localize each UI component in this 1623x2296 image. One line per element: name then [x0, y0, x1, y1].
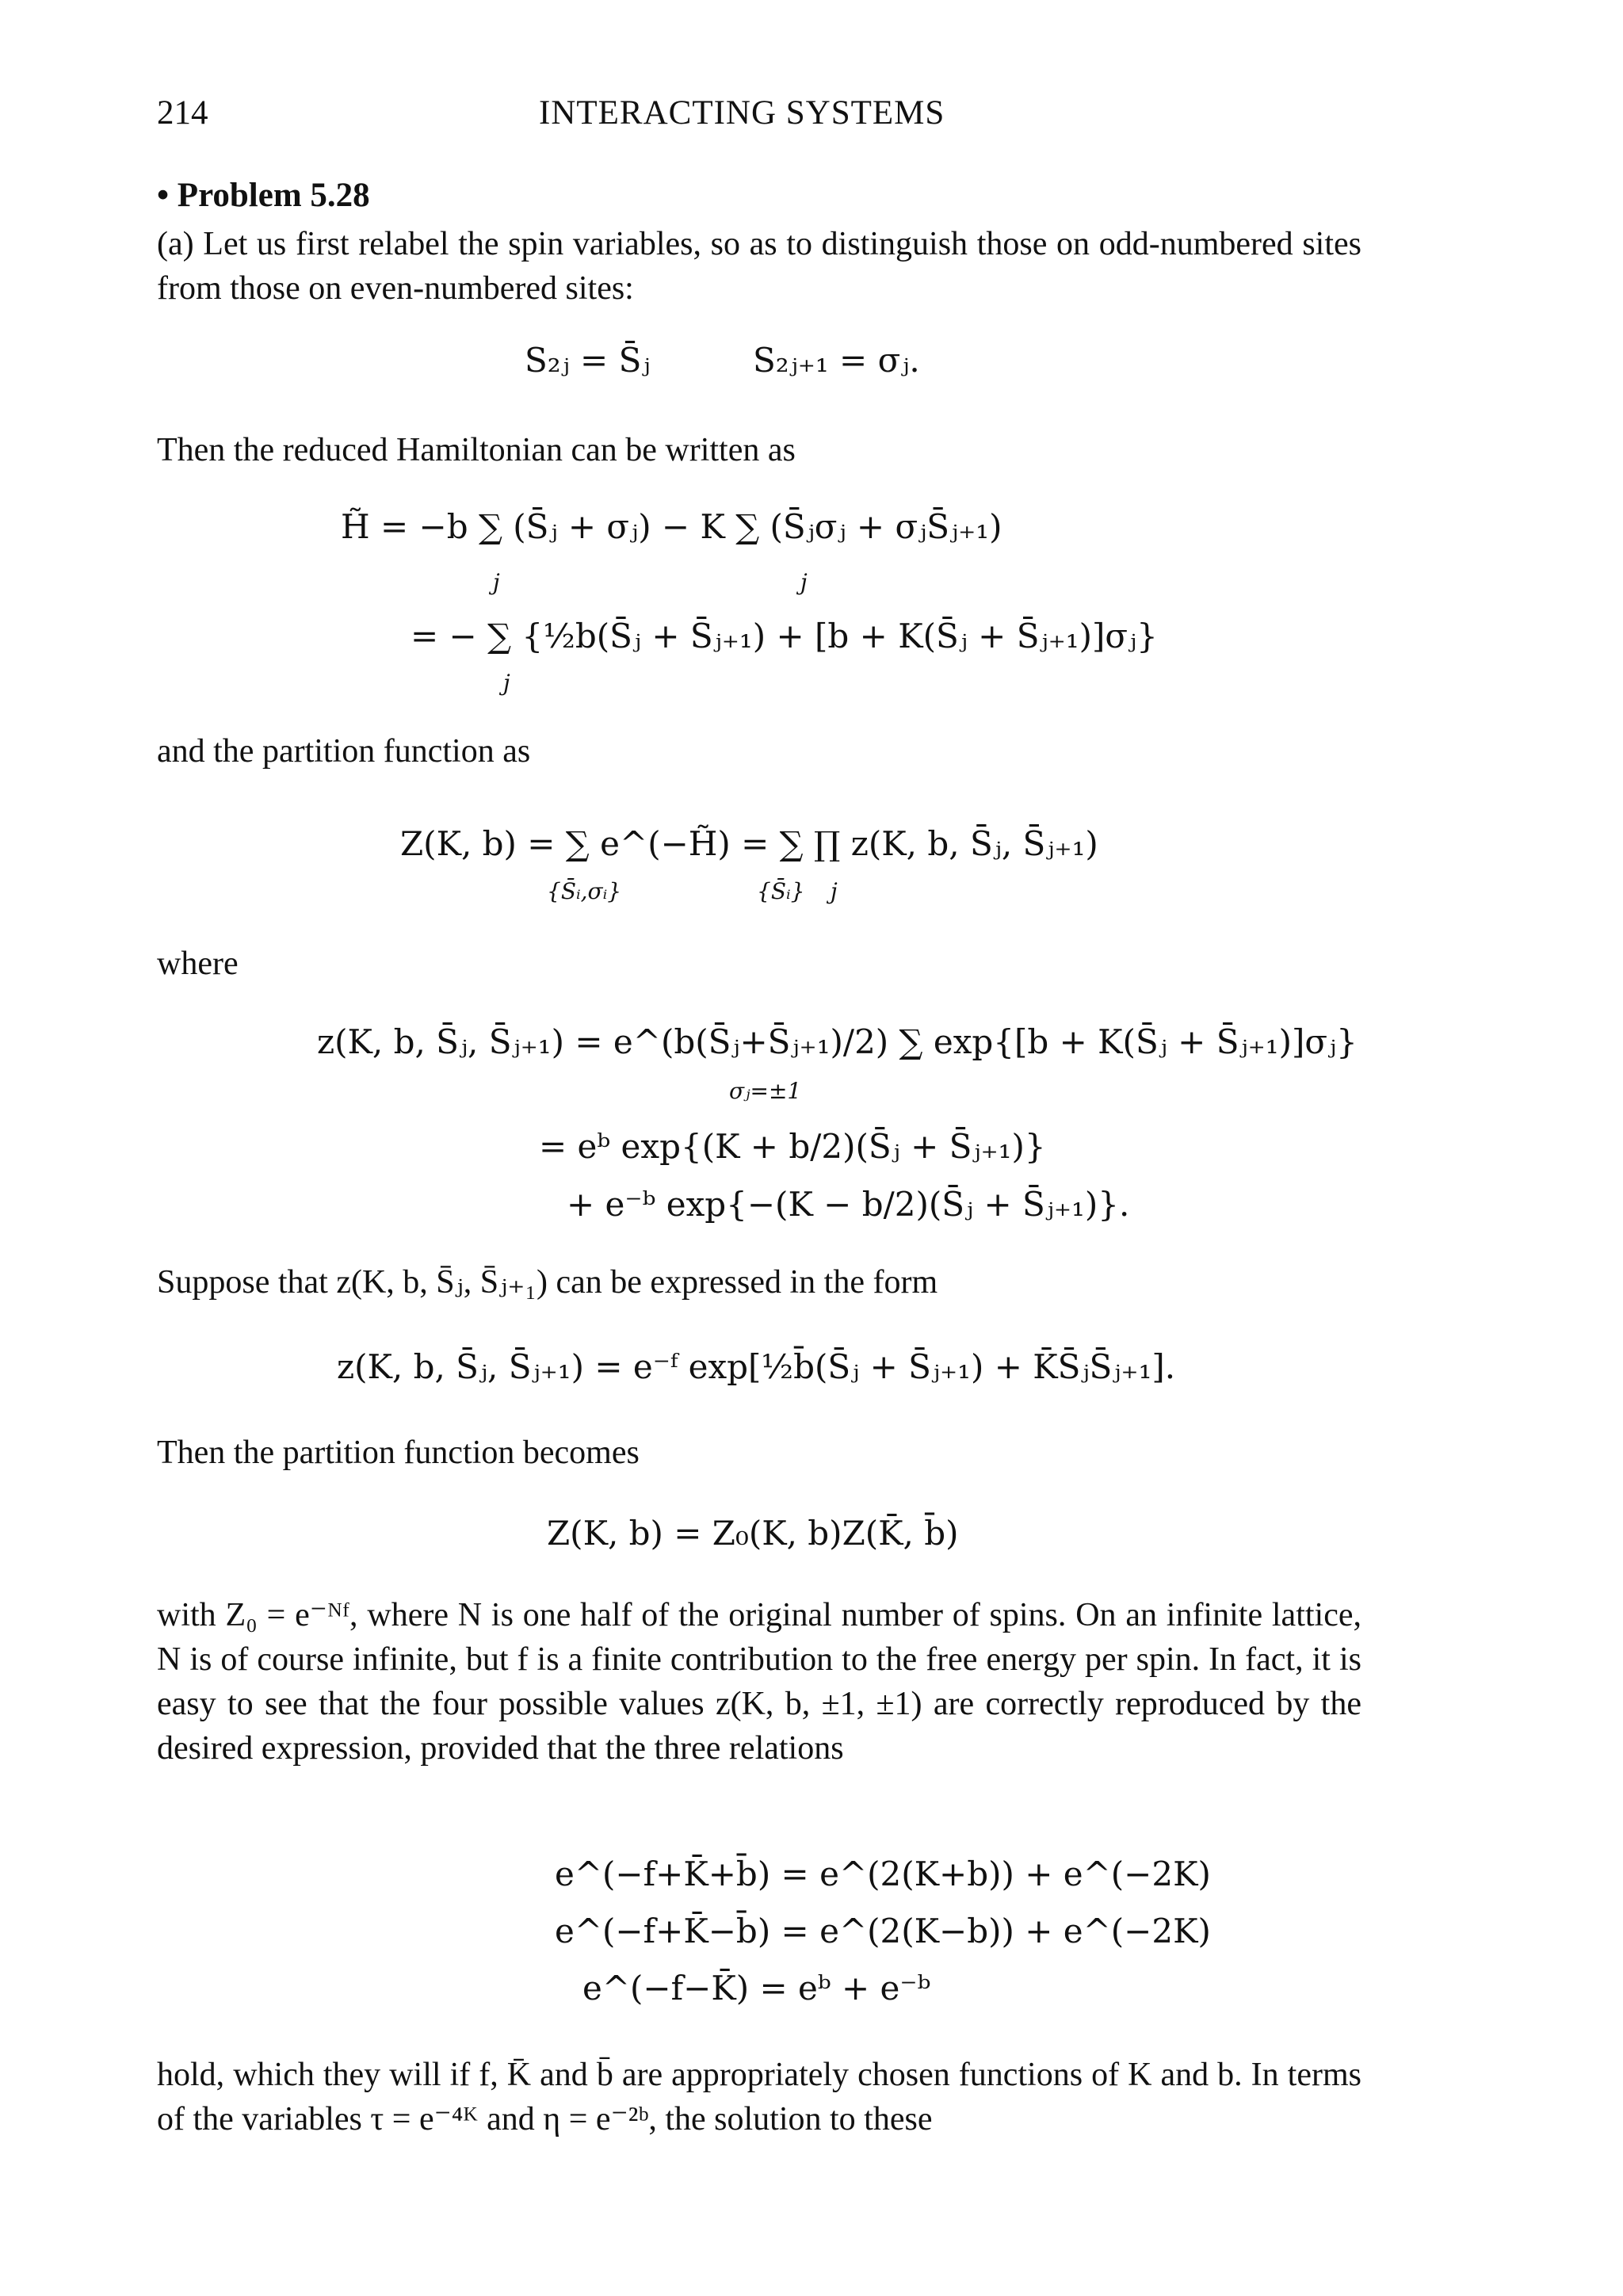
equation-z-form: z(K, b, S̄ⱼ, S̄ⱼ₊₁) = e⁻ᶠ exp[½b̄(S̄ⱼ + S̄ⱼ₊₁) + K̄S̄ⱼS̄ⱼ₊₁]. [337, 1347, 1176, 1386]
equation-relabel-odd: S₂ⱼ₊₁ = σⱼ. [753, 341, 920, 380]
equation-z-line3: + e⁻ᵇ exp{−(K − b/2)(S̄ⱼ + S̄ⱼ₊₁)}. [567, 1185, 1130, 1224]
paragraph-where: where [157, 946, 239, 982]
equation-hamiltonian-line2: = − ∑ {½b(S̄ⱼ + S̄ⱼ₊₁) + [b + K(S̄ⱼ + S̄ⱼ₊₁)]σⱼ} [411, 617, 1158, 655]
running-title: INTERACTING SYSTEMS [539, 94, 945, 132]
equation-relation-3: e^(−f−K̄) = eᵇ + e⁻ᵇ [582, 1969, 931, 2008]
sum-index-j: j [800, 569, 808, 595]
paragraph-relabel: (a) Let us first relabel the spin variables, so as to distinguish those on odd-numbered sites from those on even-numbered sites: [157, 226, 1361, 307]
sum-index-j: j [493, 569, 500, 595]
equation-z-definition: z(K, b, S̄ⱼ, S̄ⱼ₊₁) = e^(b(S̄ⱼ+S̄ⱼ₊₁)/2) ∑ exp{[b + K(S̄ⱼ + S̄ⱼ₊₁)]σⱼ} [317, 1022, 1358, 1061]
paragraph-partition-becomes: Then the partition function becomes [157, 1435, 640, 1471]
equation-partition-factorized: Z(K, b) = Z₀(K, b)Z(K̄, b̄) [547, 1514, 959, 1553]
equation-z-line2: = eᵇ exp{(K + b/2)(S̄ⱼ + S̄ⱼ₊₁)} [539, 1127, 1046, 1166]
equation-relation-1: e^(−f+K̄+b̄) = e^(2(K+b)) + e^(−2K) [555, 1855, 1211, 1893]
equation-relabel-even: S₂ⱼ = S̄ⱼ [525, 341, 651, 380]
problem-heading: • Problem 5.28 [157, 177, 370, 214]
paragraph-hold: hold, which they will if f, K̄ and b̄ are appropriately chosen functions of K and b. In terms of the variables τ = e⁻⁴ᴷ and η = e⁻²ᵇ, the solution to these [157, 2057, 1361, 2137]
sum-index-spin-set: {S̄ᵢ} [757, 878, 805, 904]
product-index-j: j [831, 878, 838, 904]
page-number: 214 [157, 94, 208, 132]
paragraph-partition-intro: and the partition function as [157, 733, 531, 770]
paragraph-with-z0: with Z₀ = e⁻ᴺᶠ, where N is one half of the original number of spins. On an infinite lattice, N is of course infinite, but f is a finite contribution to the free energy per spin. In fact, it is easy to see that the four possible values z(K, b, ±1, ±1) are correctly reproduced by the desired expression, provided that the three relations [157, 1597, 1361, 1767]
page-header [157, 94, 1361, 141]
sum-index-sigma: σⱼ=±1 [729, 1078, 802, 1104]
equation-partition-function: Z(K, b) = ∑ e^(−H̃) = ∑ ∏ z(K, b, S̄ⱼ, S̄ⱼ₊₁) [400, 824, 1098, 863]
equation-relation-2: e^(−f+K̄−b̄) = e^(2(K−b)) + e^(−2K) [555, 1912, 1211, 1950]
sum-index-j: j [503, 670, 510, 696]
sum-index-spin-set: {S̄ᵢ,σᵢ} [547, 878, 622, 904]
paragraph-hamiltonian-intro: Then the reduced Hamiltonian can be written as [157, 432, 796, 468]
equation-hamiltonian-line1: H̃ = −b ∑ (S̄ⱼ + σⱼ) − K ∑ (S̄ⱼσⱼ + σⱼS̄ⱼ₊₁) [341, 507, 1002, 546]
paragraph-suppose: Suppose that z(K, b, S̄ⱼ, S̄ⱼ₊₁) can be expressed in the form [157, 1264, 938, 1301]
